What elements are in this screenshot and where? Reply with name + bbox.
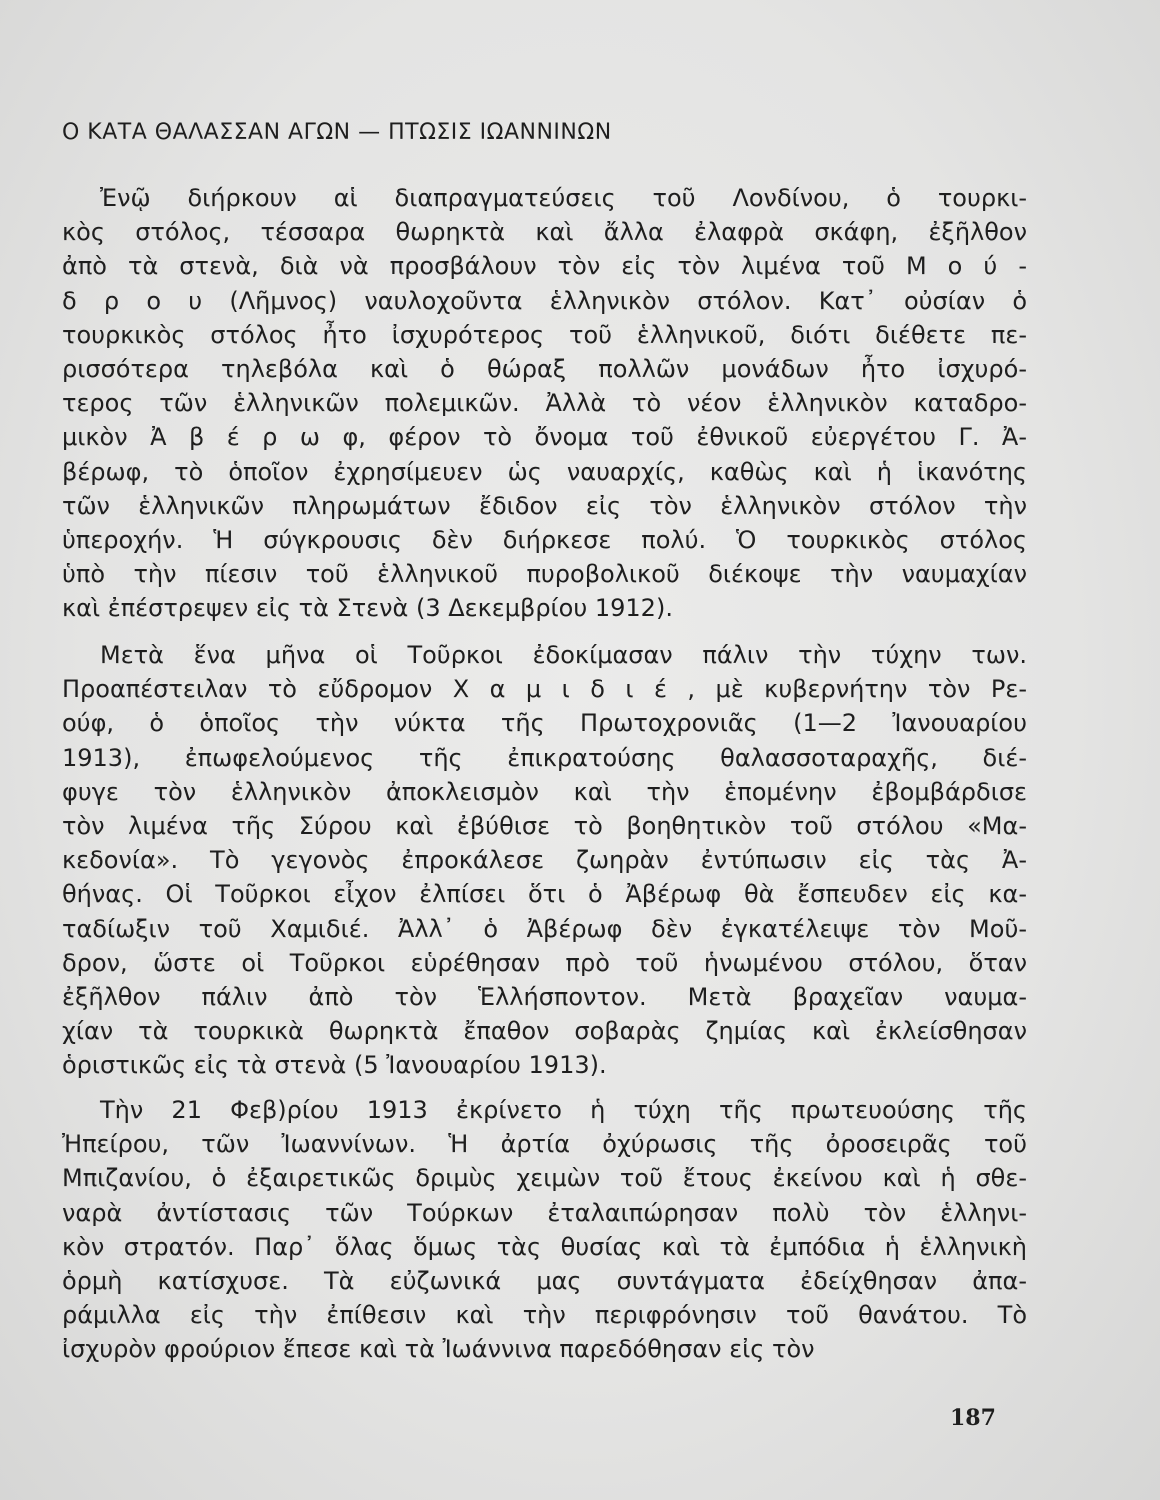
text-line: ἰσχυρὸν φρούριον ἔπεσε καὶ τὰ Ἰωάννινα παρεδόθησαν εἰς τὸν <box>62 1335 815 1364</box>
text-line: Μετὰ ἕνα μῆνα οἱ Τοῦρκοι ἐδοκίμασαν πάλιν τὴν τύχην των. <box>100 641 1027 669</box>
text-line: ὑπεροχήν. Ἡ σύγκρουσις δὲν διήρκεσε πολύ. Ὁ τουρκικὸς στόλος <box>62 525 1027 554</box>
text-line: καὶ ἐπέστρεψεν εἰς τὰ Στενὰ (3 Δεκεμβρίου 1912). <box>62 594 673 623</box>
text-line: βέρωφ, τὸ ὁποῖον ἐχρησίμευεν ὡς ναυαρχίς, καθὼς καὶ ἡ ἱκανότης <box>62 457 1027 486</box>
text-line: Προαπέστειλαν τὸ εὔδρομον Χ α μ ι δ ι έ , μὲ κυβερνήτην τὸν Ρε- <box>62 675 1027 704</box>
text-line: τῶν ἑλληνικῶν πληρωμάτων ἔδιδον εἰς τὸν ἑλληνικὸν στόλον τὴν <box>62 491 1027 520</box>
text-line: χίαν τὰ τουρκικὰ θωρηκτὰ ἔπαθον σοβαρὰς ζημίας καὶ ἐκλείσθησαν <box>62 1017 1027 1046</box>
text-line: τουρκικὸς στόλος ἦτο ἰσχυρότερος τοῦ ἑλληνικοῦ, διότι διέθετε πε- <box>62 320 1027 349</box>
text-line: τερος τῶν ἑλληνικῶν πολεμικῶν. Ἀλλὰ τὸ νέον ἑλληνικὸν καταδρο- <box>62 389 1027 418</box>
text-line: Μπιζανίου, ὁ ἐξαιρετικῶς δριμὺς χειμὼν τοῦ ἔτους ἐκείνου καὶ ἡ σθε- <box>62 1164 1027 1193</box>
text-line: Ἐνῷ διήρκουν αἱ διαπραγματεύσεις τοῦ Λονδίνου, ὁ τουρκι- <box>100 184 1027 212</box>
text-line: 1913), ἐπωφελούμενος τῆς ἐπικρατούσης θαλασσοταραχῆς, διέ- <box>62 743 1027 772</box>
text-line: ταδίωξιν τοῦ Χαμιδιέ. Ἀλλ᾿ ὁ Ἀβέρωφ δὲν ἐγκατέλειψε τὸν Μοῦ- <box>62 914 1027 943</box>
text-line: κὸς στόλος, τέσσαρα θωρηκτὰ καὶ ἄλλα ἐλαφρὰ σκάφη, ἐξῆλθον <box>62 218 1027 247</box>
text-line: ρισσότερα τηλεβόλα καὶ ὁ θώραξ πολλῶν μονάδων ἦτο ἰσχυρό- <box>62 354 1027 383</box>
text-line: κεδονία». Τὸ γεγονὸς ἐπροκάλεσε ζωηρὰν ἐντύπωσιν εἰς τὰς Ἀ- <box>62 846 1027 875</box>
text-line: ράμιλλα εἰς τὴν ἐπίθεσιν καὶ τὴν περιφρόνησιν τοῦ θανάτου. Τὸ <box>62 1301 1027 1330</box>
text-line: κὸν στρατόν. Παρ᾿ ὅλας ὅμως τὰς θυσίας καὶ τὰ ἐμπόδια ἡ ἑλληνικὴ <box>62 1232 1027 1261</box>
text-line: φυγε τὸν ἑλληνικὸν ἀποκλεισμὸν καὶ τὴν ἑπομένην ἐβομβάρδισε <box>62 777 1027 806</box>
text-line: ἐξῆλθον πάλιν ἀπὸ τὸν Ἑλλήσποντον. Μετὰ βραχεῖαν ναυμα- <box>62 982 1027 1011</box>
paragraph-1 <box>62 181 1027 625</box>
text-line: μικὸν Ἀ β έ ρ ω φ, φέρον τὸ ὄνομα τοῦ ἐθνικοῦ εὐεργέτου Γ. Ἀ- <box>62 423 1027 452</box>
text-line: τὸν λιμένα τῆς Σύρου καὶ ἐβύθισε τὸ βοηθητικὸν τοῦ στόλου «Μα- <box>62 811 1027 840</box>
text-line: Τὴν 21 Φεβ)ρίου 1913 ἐκρίνετο ἡ τύχη τῆς πρωτευούσης τῆς <box>100 1096 1027 1124</box>
text-line: ὑπὸ τὴν πίεσιν τοῦ ἑλληνικοῦ πυροβολικοῦ διέκοψε τὴν ναυμαχίαν <box>62 560 1027 589</box>
paragraph-3 <box>62 1093 1027 1367</box>
text-line: Ἠπείρου, τῶν Ἰωαννίνων. Ἡ ἀρτία ὀχύρωσις τῆς ὀροσειρᾶς τοῦ <box>62 1130 1027 1159</box>
text-line: ἀπὸ τὰ στενὰ, διὰ νὰ προσβάλουν τὸν εἰς τὸν λιμένα τοῦ Μ ο ύ - <box>62 252 1027 281</box>
text-line: ὁριστικῶς εἰς τὰ στενὰ (5 Ἰανουαρίου 1913). <box>62 1051 607 1080</box>
text-line: ούφ, ὁ ὁποῖος τὴν νύκτα τῆς Πρωτοχρονιᾶς (1—2 Ἰανουαρίου <box>62 709 1027 738</box>
text-line: δρον, ὥστε οἱ Τοῦρκοι εὑρέθησαν πρὸ τοῦ ἡνωμένου στόλου, ὅταν <box>62 948 1027 977</box>
paragraph-2 <box>62 638 1027 1082</box>
text-line: ὁρμὴ κατίσχυσε. Τὰ εὐζωνικά μας συντάγματα ἐδείχθησαν ἀπα- <box>62 1266 1027 1295</box>
page-number: 187 <box>950 1405 996 1431</box>
text-line: δ ρ ο υ (Λῆμνος) ναυλοχοῦντα ἑλληνικὸν στόλον. Κατ᾿ οὐσίαν ὁ <box>62 286 1027 315</box>
text-line: ναρὰ ἀντίστασις τῶν Τούρκων ἐταλαιπώρησαν πολὺ τὸν ἑλληνι- <box>62 1198 1027 1227</box>
text-line: θήνας. Οἱ Τοῦρκοι εἶχον ἐλπίσει ὅτι ὁ Ἀβέρωφ θὰ ἔσπευδεν εἰς κα- <box>62 880 1027 909</box>
running-header: Ο ΚΑΤΑ ΘΑΛΑΣΣΑΝ ΑΓΩΝ — ΠΤΩΣΙΣ ΙΩΑΝΝΙΝΩΝ <box>62 120 612 145</box>
